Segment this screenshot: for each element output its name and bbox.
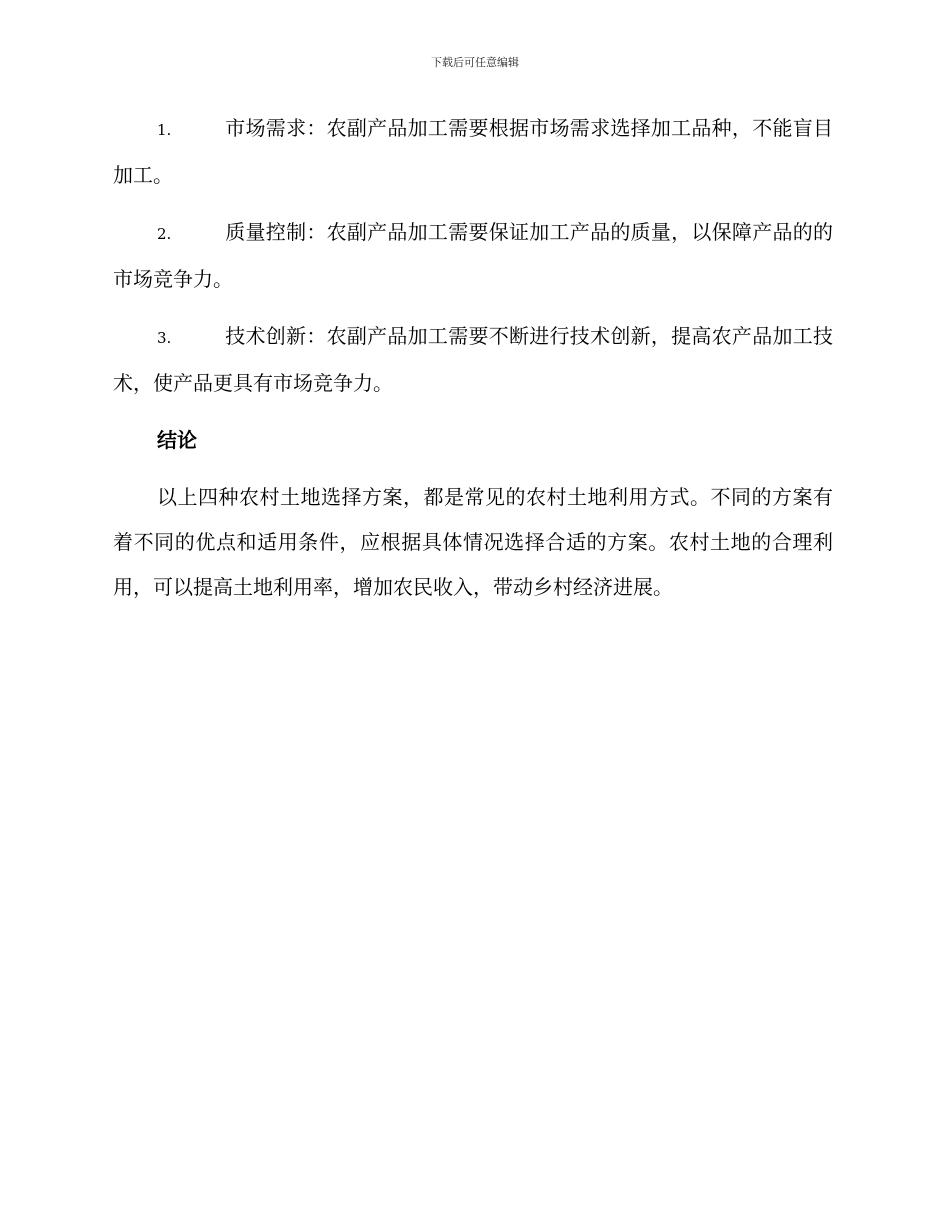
- list-number: 3.: [157, 329, 172, 347]
- list-number: 2.: [157, 225, 172, 243]
- document-body: [113, 106, 833, 610]
- list-item-text: 质量控制：农副产品加工需要保证加工产品的质量，以保障产品的的市场竞争力。: [113, 220, 833, 291]
- conclusion-paragraph: 以上四种农村土地选择方案，都是常见的农村土地利用方式。不同的方案有着不同的优点和适用条件，应根据具体情况选择合适的方案。农村土地的合理利用，可以提高土地利用率，增加农民收入，带动乡村经济进展。: [113, 485, 833, 599]
- list-item-text: 市场需求：农副产品加工需要根据市场需求选择加工品种，不能盲目加工。: [113, 116, 833, 187]
- list-item-1: [113, 106, 833, 198]
- list-item-3: [113, 314, 833, 406]
- list-item-2: [113, 210, 833, 302]
- page-header: 下载后可任意编辑: [431, 56, 519, 69]
- conclusion-heading: 结论: [157, 428, 197, 452]
- list-item-text: 技术创新：农副产品加工需要不断进行技术创新，提高农产品加工技术，使产品更具有市场竞争力。: [113, 324, 833, 395]
- list-number: 1.: [157, 121, 172, 139]
